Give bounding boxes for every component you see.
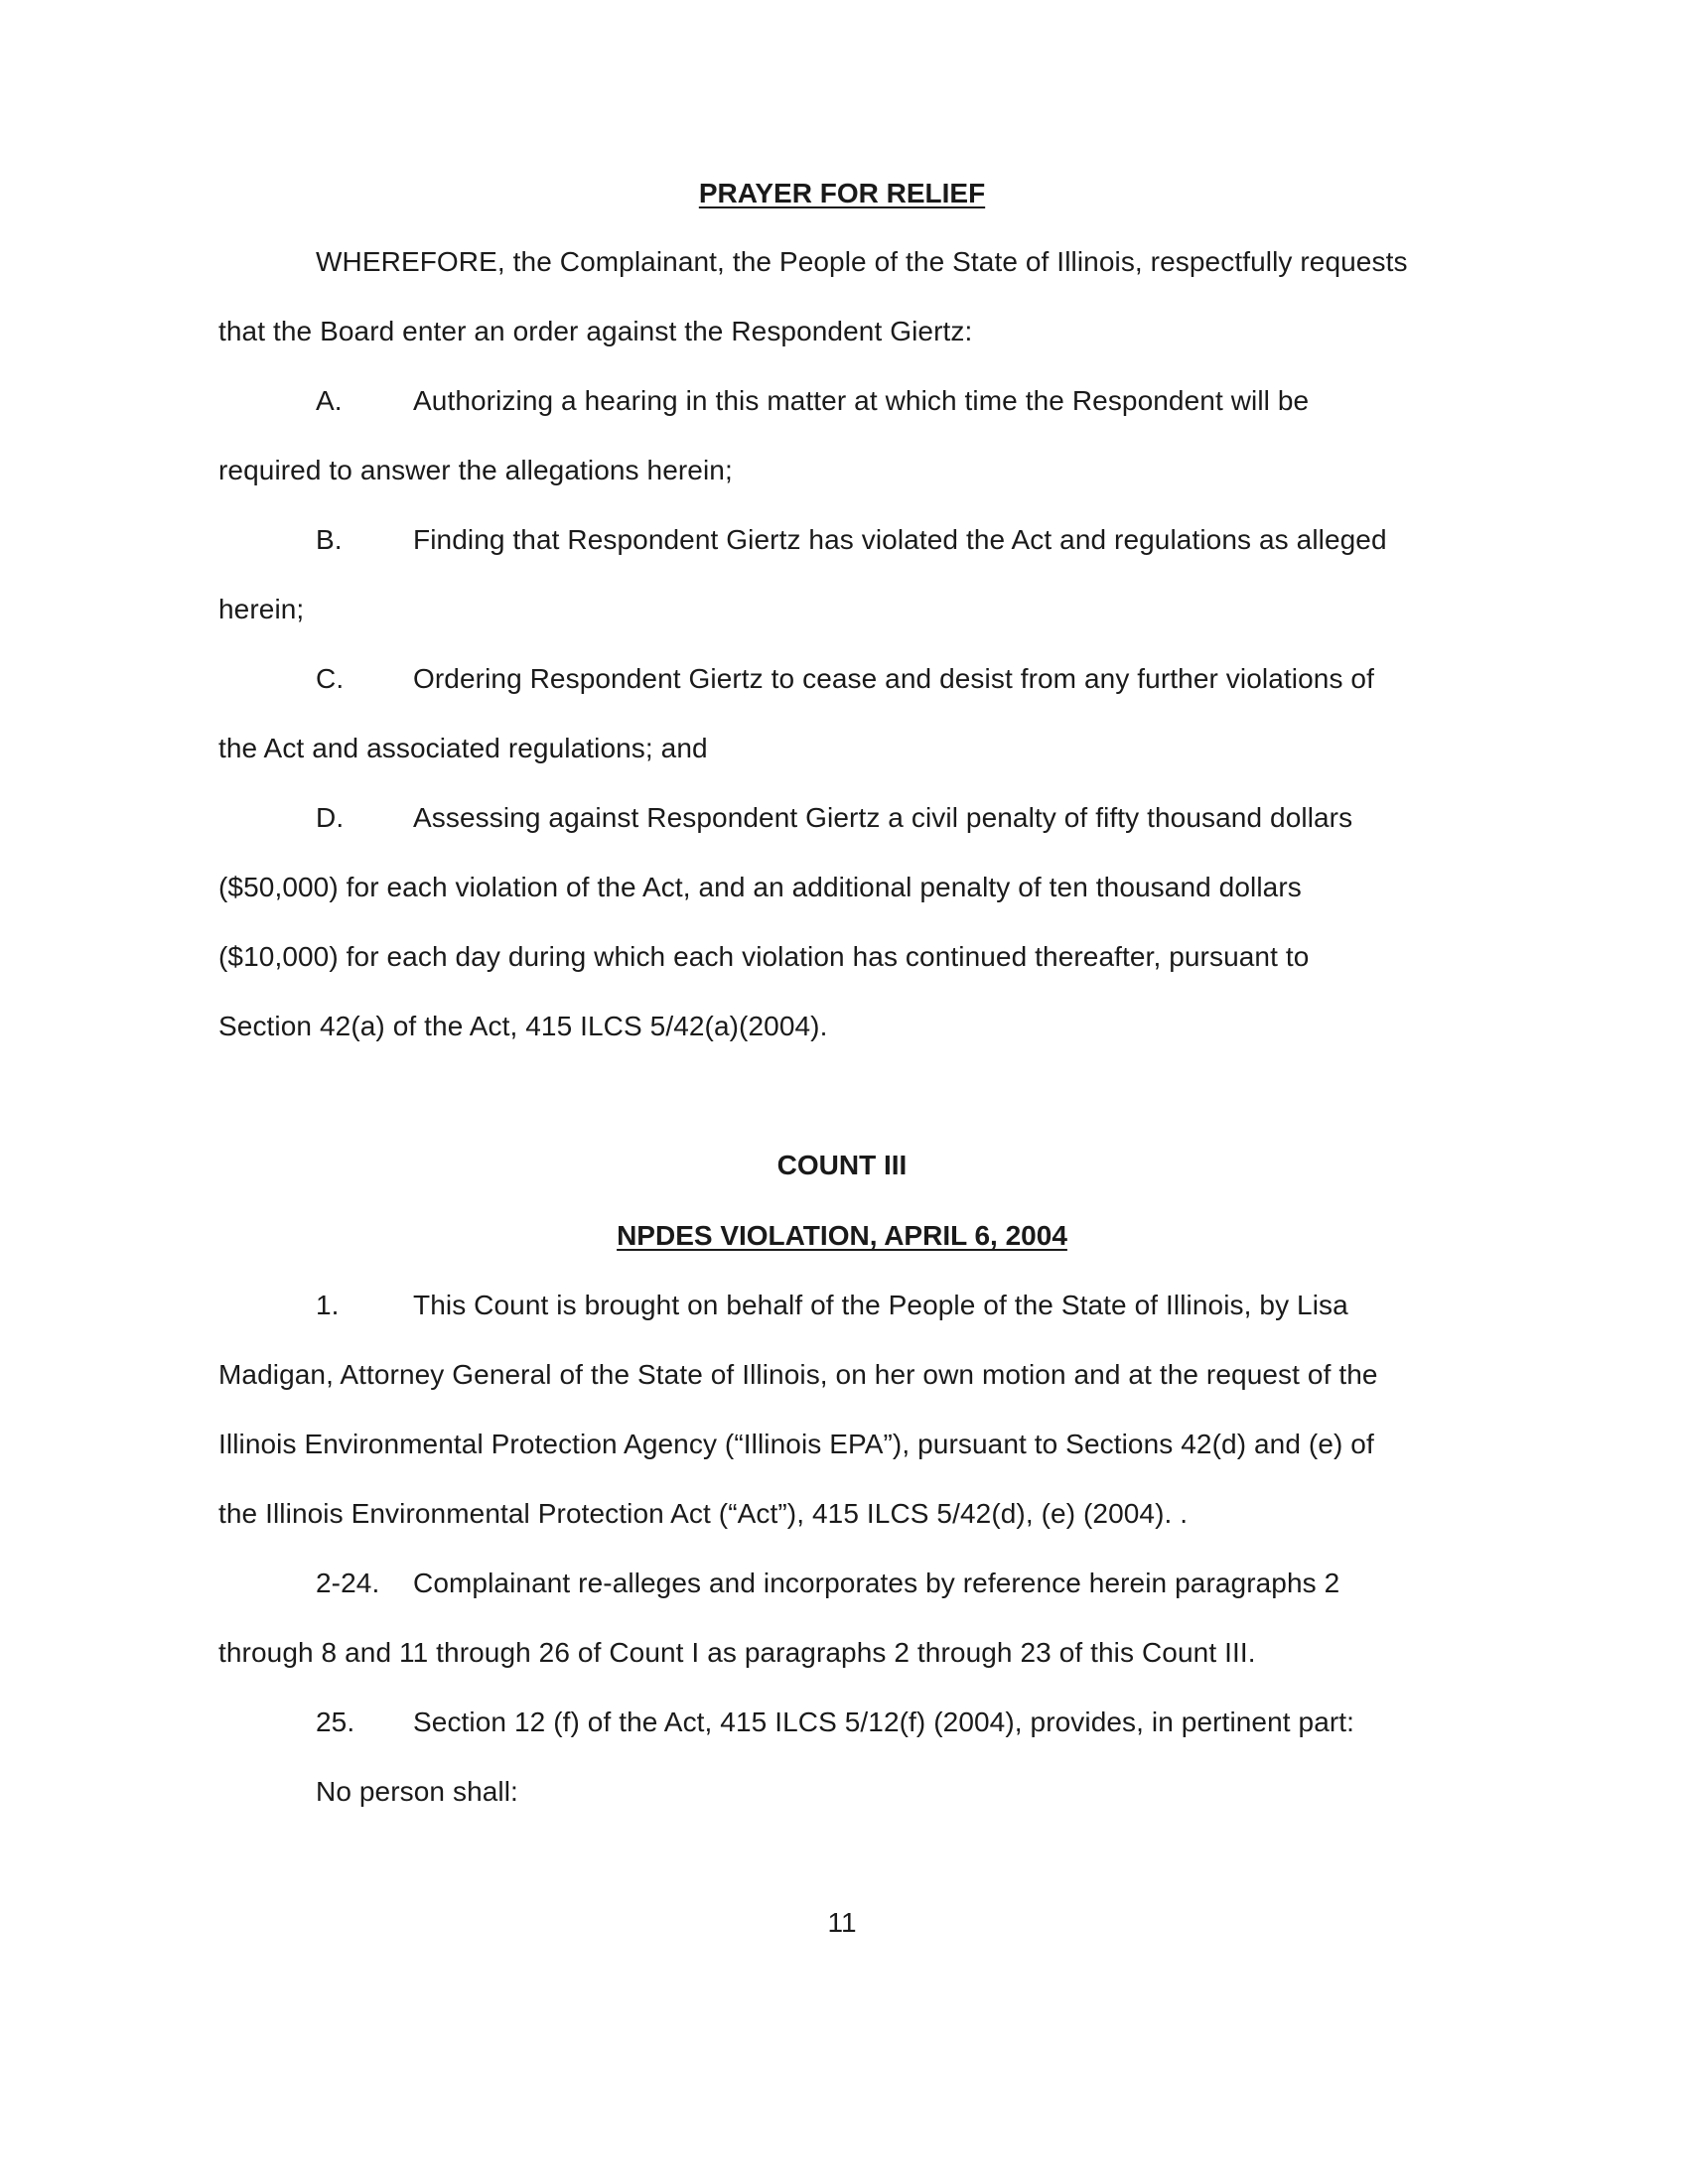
prayer-item-d-continuation-1: ($50,000) for each violation of the Act, and an additional penalty of ten thousand dollars	[218, 872, 1302, 902]
prayer-item-d	[316, 801, 1352, 835]
prayer-intro-line-1: WHEREFORE, the Complainant, the People of the State of Illinois, respectfully requests	[316, 246, 1408, 277]
paragraph-text: Complainant re-alleges and incorporates by reference herein paragraphs 2	[413, 1568, 1340, 1598]
item-marker: D.	[316, 802, 345, 833]
paragraph-number: 2-24.	[316, 1568, 380, 1598]
prayer-item-d-continuation-2: ($10,000) for each day during which each violation has continued thereafter, pursuant to	[218, 941, 1310, 972]
paragraph-text: This Count is brought on behalf of the People of the State of Illinois, by Lisa	[413, 1290, 1348, 1320]
paragraph-number: 1.	[316, 1290, 340, 1320]
prayer-heading: PRAYER FOR RELIEF	[698, 178, 986, 208]
count-subtitle: NPDES VIOLATION, APRIL 6, 2004	[617, 1220, 1067, 1251]
count-paragraph-1-continuation-1: Madigan, Attorney General of the State of Illinois, on her own motion and at the request of the	[218, 1359, 1378, 1390]
paragraph-number: 25.	[316, 1706, 355, 1737]
count-paragraph-2-24-continuation: through 8 and 11 through 26 of Count I as paragraphs 2 through 23 of this Count III.	[218, 1637, 1256, 1668]
item-text: Ordering Respondent Giertz to cease and desist from any further violations of	[413, 663, 1374, 694]
prayer-item-a-continuation: required to answer the allegations herein;	[218, 455, 733, 485]
prayer-item-c-continuation: the Act and associated regulations; and	[218, 733, 708, 763]
page-number: 11	[827, 1907, 857, 1938]
count-paragraph-25	[316, 1706, 1354, 1739]
count-title: COUNT III	[776, 1150, 908, 1180]
paragraph-text: Section 12 (f) of the Act, 415 ILCS 5/12(f) (2004), provides, in pertinent part:	[413, 1706, 1355, 1737]
prayer-intro-line-2: that the Board enter an order against the Respondent Giertz:	[218, 316, 973, 346]
count-paragraph-1-continuation-3: the Illinois Environmental Protection Act (“Act”), 415 ILCS 5/42(d), (e) (2004). .	[218, 1498, 1189, 1529]
count-paragraph-1-continuation-2: Illinois Environmental Protection Agency (“Illinois EPA”), pursuant to Sections 42(d) and (e) of	[218, 1429, 1374, 1459]
count-paragraph-1	[316, 1289, 1348, 1322]
item-text: Assessing against Respondent Giertz a civil penalty of fifty thousand dollars	[413, 802, 1353, 833]
item-marker: B.	[316, 524, 343, 555]
prayer-item-a	[316, 384, 1309, 418]
item-text: Authorizing a hearing in this matter at which time the Respondent will be	[413, 385, 1310, 416]
prayer-item-d-continuation-3: Section 42(a) of the Act, 415 ILCS 5/42(a)(2004).	[218, 1011, 828, 1041]
quote-start: No person shall:	[316, 1776, 518, 1807]
prayer-item-c	[316, 662, 1374, 696]
item-marker: A.	[316, 385, 343, 416]
item-marker: C.	[316, 663, 345, 694]
prayer-item-b-continuation: herein;	[218, 594, 305, 624]
item-text: Finding that Respondent Giertz has violated the Act and regulations as alleged	[413, 524, 1387, 555]
count-paragraph-2-24	[316, 1567, 1339, 1600]
prayer-item-b	[316, 523, 1387, 557]
